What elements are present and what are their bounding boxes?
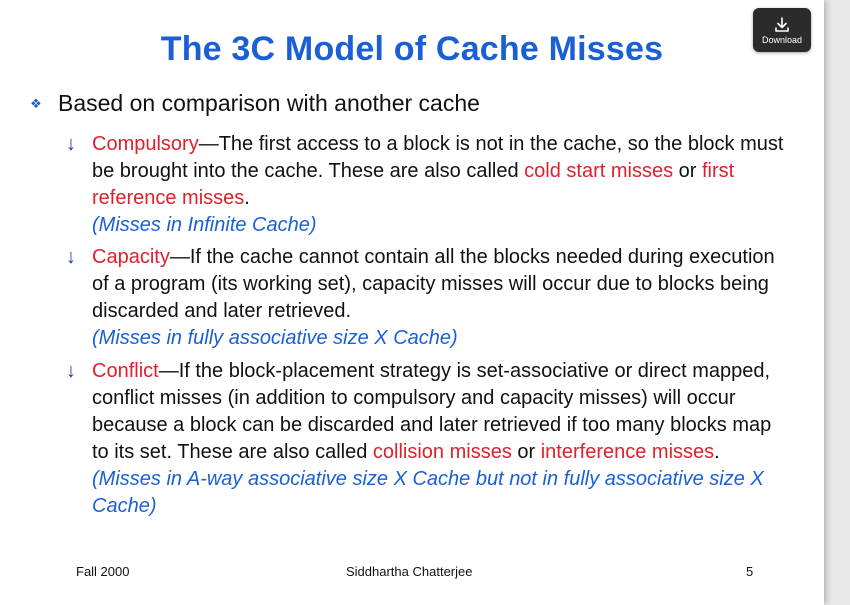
arrow-down-icon: ↓ [66, 133, 76, 155]
item-body [92, 131, 786, 239]
item-term: Compulsory [92, 133, 199, 155]
item-note: (Misses in fully associative size X Cache) [92, 327, 458, 349]
arrow-down-icon: ↓ [66, 360, 76, 382]
item-term-3: first reference misses [92, 160, 735, 209]
item-term: Capacity [92, 246, 170, 268]
list-item-compulsory [66, 131, 786, 239]
item-text: —The first access to a block is not in the cache, so the block must be brought into the cache. These are also called [92, 133, 784, 182]
list-item-capacity [66, 244, 786, 352]
item-term-3: interference misses [540, 441, 715, 463]
item-text-2: or [511, 441, 541, 463]
slide-title: The 3C Model of Cache Misses [160, 30, 664, 68]
item-term: Conflict [92, 360, 159, 382]
item-text-2: or [673, 160, 702, 182]
item-body [92, 358, 786, 520]
arrow-down-icon: ↓ [66, 246, 76, 268]
main-bullet [26, 90, 480, 117]
item-note: (Misses in Infinite Cache) [92, 214, 317, 236]
item-term-2: cold start misses [524, 160, 674, 182]
footer-center: Siddhartha Chatterjee [346, 564, 473, 579]
item-text-3: . [714, 441, 720, 463]
download-button[interactable] [753, 8, 811, 52]
download-label: Download [761, 35, 803, 45]
list-item-conflict [66, 358, 786, 520]
item-note: (Misses in A-way associative size X Cache but not in fully associative size X Cache) [92, 468, 764, 517]
diamond-bullet-icon: ❖ [30, 95, 42, 111]
item-text-3: . [244, 187, 250, 209]
item-term-2: collision misses [372, 441, 512, 463]
main-bullet-text: Based on comparison with another cache [58, 90, 480, 116]
footer-left: Fall 2000 [76, 564, 130, 579]
footer-page-number: 5 [746, 564, 754, 579]
item-text: —If the cache cannot contain all the blocks needed during execution of a program (its working set), capacity misses will occur due to blocks being discarded and later retrieved. [92, 246, 775, 322]
item-body [92, 244, 786, 352]
download-icon [774, 17, 790, 33]
item-text: —If the block-placement strategy is set-associative or direct mapped, conflict misses (in addition to compulsory and capacity misses) will occur because a block can be discarded and later retrieved if too many blocks map to its set. These are also called [92, 360, 772, 463]
